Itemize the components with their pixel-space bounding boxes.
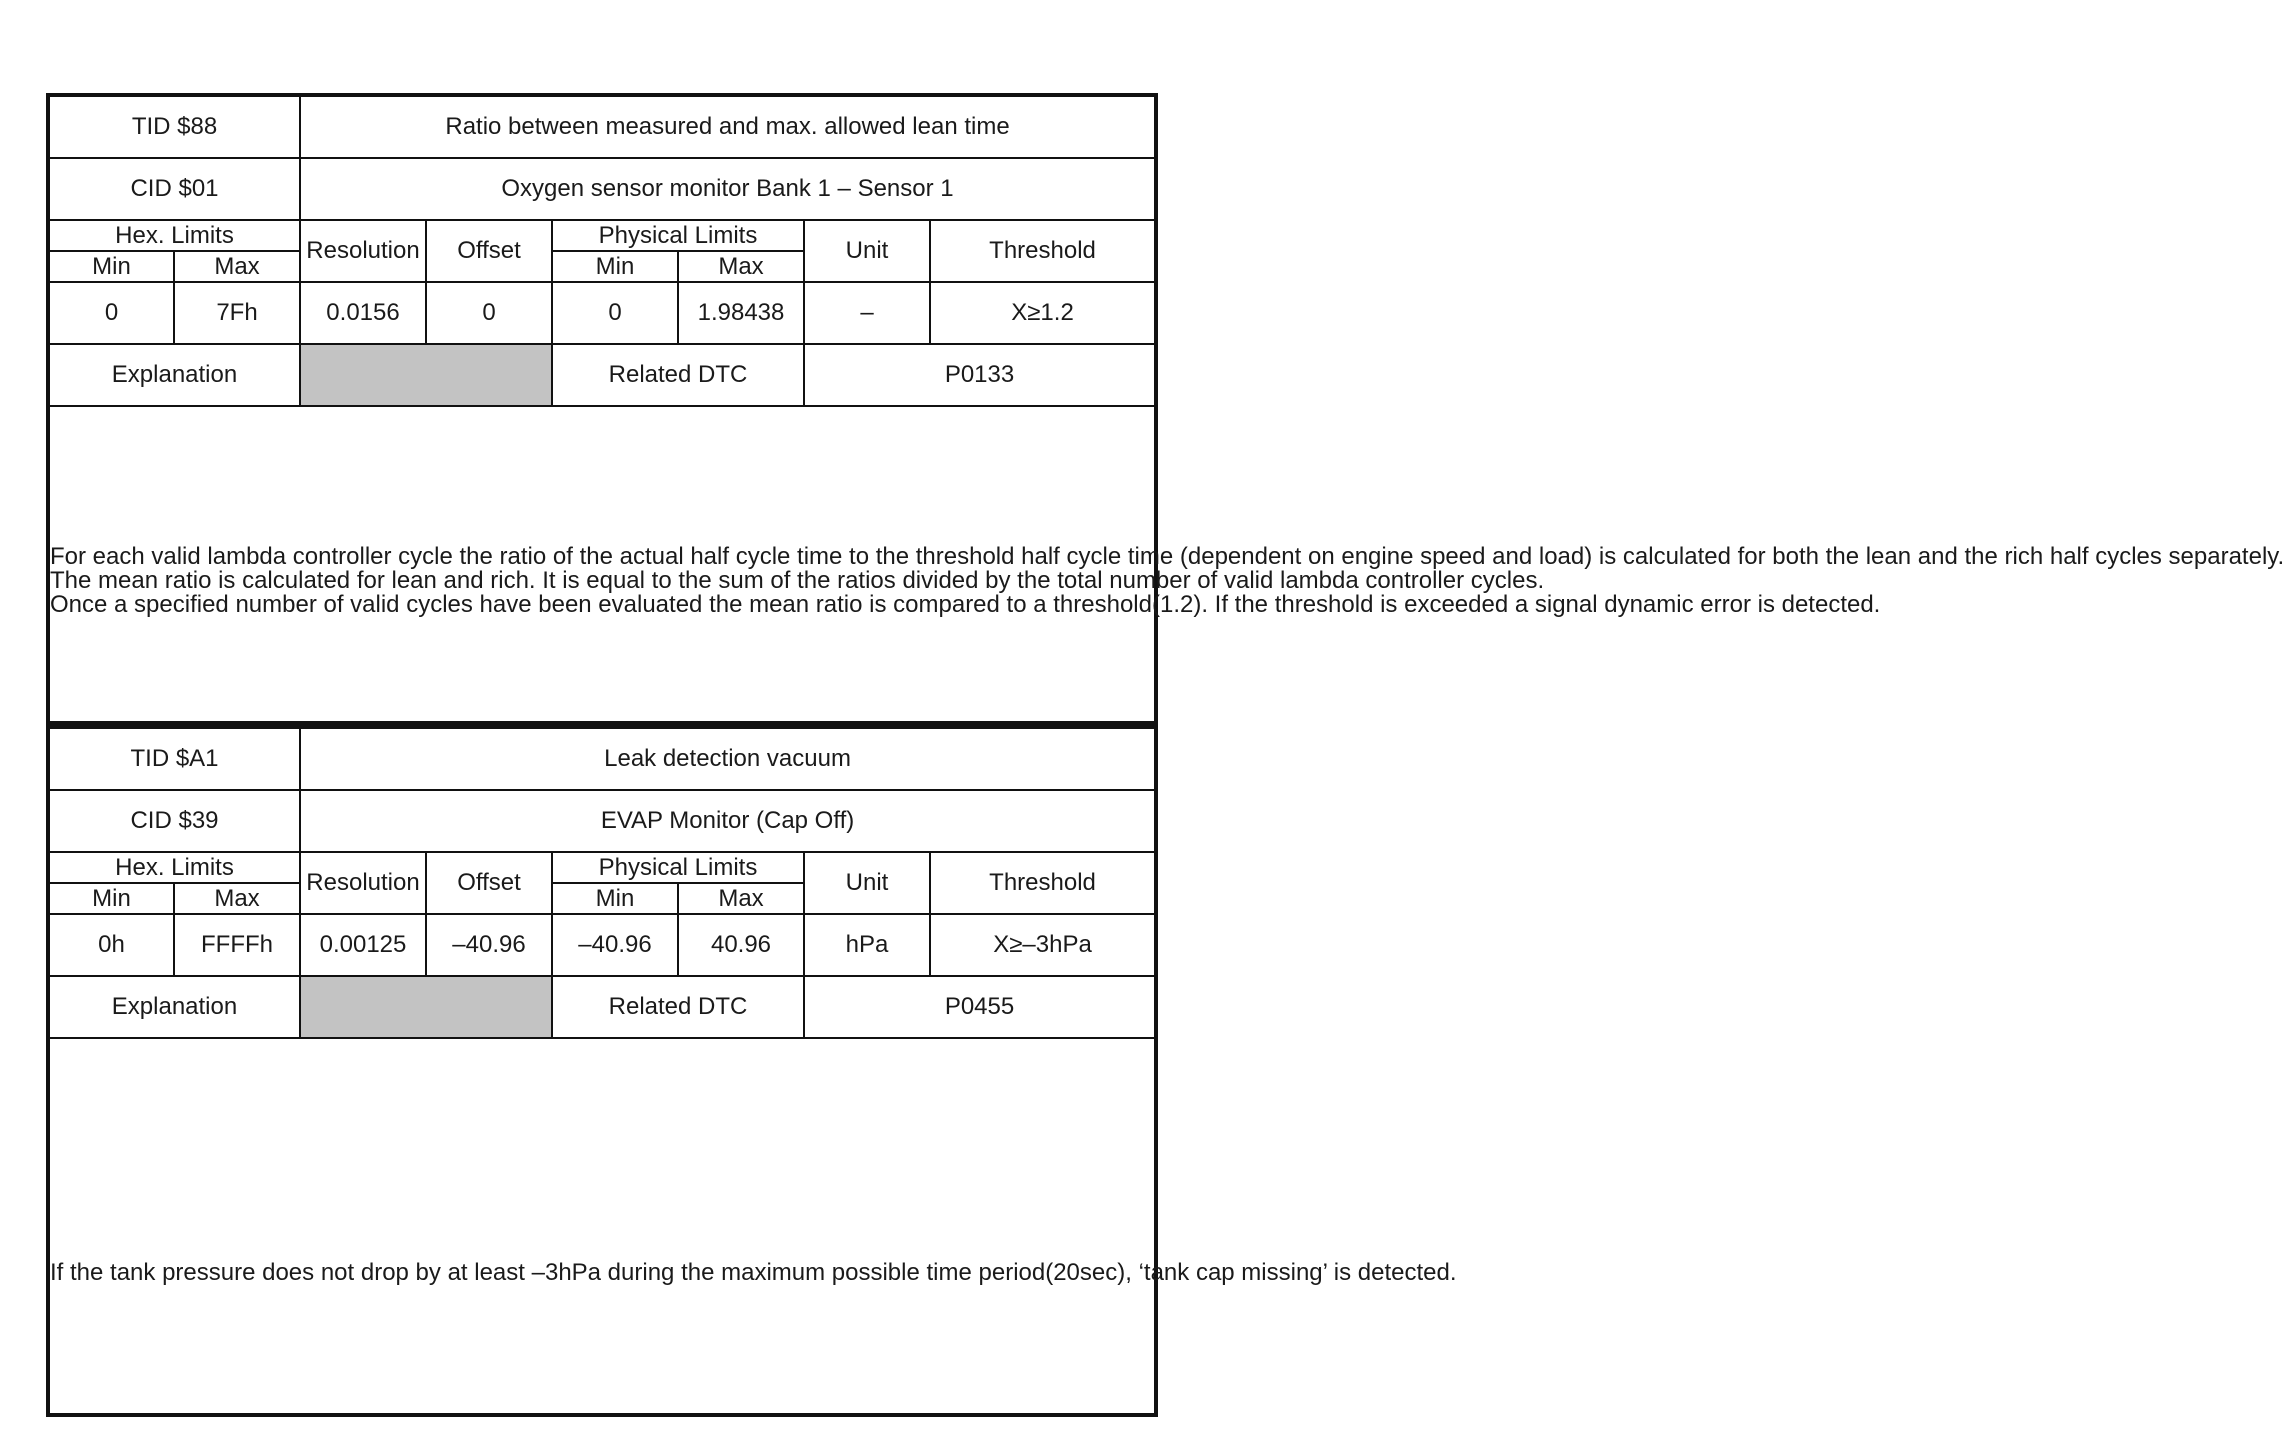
monitor-spec-table-1 [46,93,2284,725]
cid-description: EVAP Monitor (Cap Off) [300,790,1156,852]
explanation-paragraph: Once a specified number of valid cycles have been evaluated the mean ratio is compared to a threshold(1.2). If the threshold is exceeded a signal dynamic error is detected. [50,591,1881,618]
spec-table [46,725,1457,1417]
cid-label: CID $39 [48,790,300,852]
tid-label: TID $88 [48,95,300,158]
phys-min-header: Min [552,251,678,282]
related-dtc-label: Related DTC [552,976,804,1038]
explanation-text [48,406,2284,723]
phys-min-value: –40.96 [552,914,678,976]
cid-label: CID $01 [48,158,300,220]
related-dtc-value: P0133 [804,344,1156,406]
explanation-text [48,1038,1457,1415]
unit-header: Unit [804,220,930,282]
hex-max-header: Max [174,883,300,914]
threshold-header: Threshold [930,852,1156,914]
resolution-header: Resolution [300,852,426,914]
tid-label: TID $A1 [48,727,300,790]
threshold-value: X≥1.2 [930,282,1156,344]
hex-limits-header: Hex. Limits [48,852,300,883]
hex-max-value: 7Fh [174,282,300,344]
related-dtc-value: P0455 [804,976,1156,1038]
phys-max-value: 1.98438 [678,282,804,344]
threshold-header: Threshold [930,220,1156,282]
explanation-label: Explanation [48,344,300,406]
tid-description: Leak detection vacuum [300,727,1156,790]
physical-limits-header: Physical Limits [552,852,804,883]
explanation-paragraph: If the tank pressure does not drop by at least –3hPa during the maximum possible time period(20sec), ‘tank cap missing’ is detected. [50,1259,1457,1286]
phys-min-value: 0 [552,282,678,344]
spec-table [46,93,2284,725]
explanation-paragraph: For each valid lambda controller cycle the ratio of the actual half cycle time to the threshold half cycle time (dependent on engine speed and load) is calculated for both the lean and the rich half cycles separately. [50,543,2284,570]
explanation-label: Explanation [48,976,300,1038]
physical-limits-header: Physical Limits [552,220,804,251]
threshold-value: X≥–3hPa [930,914,1156,976]
explanation-shaded-cell [300,976,552,1038]
phys-max-value: 40.96 [678,914,804,976]
hex-limits-header: Hex. Limits [48,220,300,251]
hex-max-value: FFFFh [174,914,300,976]
hex-min-value: 0 [48,282,174,344]
offset-header: Offset [426,852,552,914]
hex-min-header: Min [48,883,174,914]
unit-value: – [804,282,930,344]
cid-description: Oxygen sensor monitor Bank 1 – Sensor 1 [300,158,1156,220]
unit-header: Unit [804,852,930,914]
resolution-value: 0.00125 [300,914,426,976]
explanation-shaded-cell [300,344,552,406]
phys-max-header: Max [678,883,804,914]
offset-header: Offset [426,220,552,282]
phys-max-header: Max [678,251,804,282]
hex-max-header: Max [174,251,300,282]
resolution-header: Resolution [300,220,426,282]
hex-min-header: Min [48,251,174,282]
monitor-spec-table-2 [46,725,1457,1417]
offset-value: –40.96 [426,914,552,976]
hex-min-value: 0h [48,914,174,976]
resolution-value: 0.0156 [300,282,426,344]
offset-value: 0 [426,282,552,344]
explanation-paragraph: The mean ratio is calculated for lean and rich. It is equal to the sum of the ratios divided by the total number of valid lambda controller cycles. [50,567,1545,594]
unit-value: hPa [804,914,930,976]
related-dtc-label: Related DTC [552,344,804,406]
tid-description: Ratio between measured and max. allowed lean time [300,95,1156,158]
phys-min-header: Min [552,883,678,914]
